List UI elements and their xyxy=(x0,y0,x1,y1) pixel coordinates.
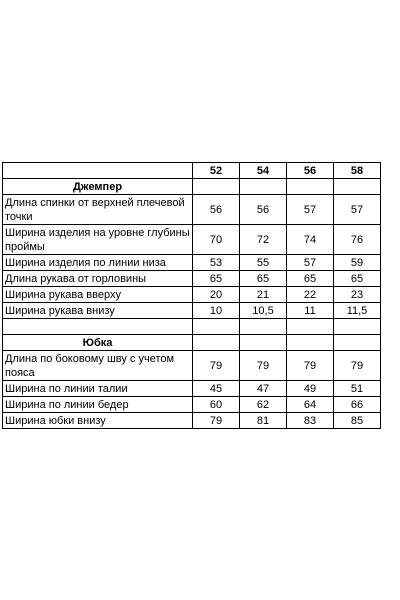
empty-cell xyxy=(334,335,381,351)
measurement-value: 59 xyxy=(334,255,381,271)
empty-cell xyxy=(193,335,240,351)
measurement-label: Длина рукава от горловины xyxy=(3,271,193,287)
empty-cell xyxy=(193,319,240,335)
measurement-value: 74 xyxy=(287,225,334,255)
empty-cell xyxy=(240,319,287,335)
measurement-row xyxy=(3,397,381,413)
measurement-value: 20 xyxy=(193,287,240,303)
empty-cell xyxy=(334,319,381,335)
measurement-label: Ширина по линии бедер xyxy=(3,397,193,413)
size-header-row xyxy=(3,163,381,179)
measurement-value: 10,5 xyxy=(240,303,287,319)
measurement-value: 79 xyxy=(240,351,287,381)
measurement-row xyxy=(3,225,381,255)
measurement-label: Ширина юбки внизу xyxy=(3,413,193,429)
measurement-label: Длина по боковому шву с учетом пояса xyxy=(3,351,193,381)
measurement-value: 65 xyxy=(240,271,287,287)
empty-cell xyxy=(287,179,334,195)
size-header-cell: 52 xyxy=(193,163,240,179)
size-chart-table xyxy=(2,162,381,429)
measurement-row xyxy=(3,271,381,287)
empty-cell xyxy=(193,179,240,195)
measurement-value: 49 xyxy=(287,381,334,397)
measurement-row xyxy=(3,287,381,303)
measurement-value: 64 xyxy=(287,397,334,413)
empty-cell xyxy=(334,179,381,195)
measurement-value: 65 xyxy=(334,271,381,287)
section-title-jumper: Джемпер xyxy=(3,179,193,195)
measurement-value: 70 xyxy=(193,225,240,255)
measurement-value: 51 xyxy=(334,381,381,397)
header-blank-cell xyxy=(3,163,193,179)
section-title-skirt: Юбка xyxy=(3,335,193,351)
measurement-value: 81 xyxy=(240,413,287,429)
measurement-value: 76 xyxy=(334,225,381,255)
measurement-value: 56 xyxy=(240,195,287,225)
size-header-cell: 54 xyxy=(240,163,287,179)
measurement-value: 56 xyxy=(193,195,240,225)
measurement-value: 21 xyxy=(240,287,287,303)
measurement-value: 72 xyxy=(240,225,287,255)
measurement-value: 11 xyxy=(287,303,334,319)
measurement-value: 79 xyxy=(334,351,381,381)
empty-cell xyxy=(287,335,334,351)
measurement-value: 23 xyxy=(334,287,381,303)
measurement-value: 60 xyxy=(193,397,240,413)
measurement-row xyxy=(3,195,381,225)
measurement-label: Ширина изделия по линии низа xyxy=(3,255,193,271)
empty-cell xyxy=(3,319,193,335)
measurement-row xyxy=(3,381,381,397)
measurement-value: 55 xyxy=(240,255,287,271)
measurement-value: 79 xyxy=(193,351,240,381)
size-header-cell: 56 xyxy=(287,163,334,179)
empty-cell xyxy=(240,335,287,351)
size-header-cell: 58 xyxy=(334,163,381,179)
measurement-value: 10 xyxy=(193,303,240,319)
measurement-value: 57 xyxy=(334,195,381,225)
measurement-value: 62 xyxy=(240,397,287,413)
measurement-value: 57 xyxy=(287,255,334,271)
section-title-row xyxy=(3,179,381,195)
measurement-value: 85 xyxy=(334,413,381,429)
measurement-row xyxy=(3,255,381,271)
empty-cell xyxy=(240,179,287,195)
measurement-row xyxy=(3,351,381,381)
measurement-value: 79 xyxy=(287,351,334,381)
measurement-value: 11,5 xyxy=(334,303,381,319)
measurement-value: 45 xyxy=(193,381,240,397)
section-title-row xyxy=(3,335,381,351)
measurement-row xyxy=(3,413,381,429)
measurement-value: 65 xyxy=(287,271,334,287)
measurement-label: Ширина по линии талии xyxy=(3,381,193,397)
measurement-value: 83 xyxy=(287,413,334,429)
measurement-value: 66 xyxy=(334,397,381,413)
spacer-row xyxy=(3,319,381,335)
measurement-label: Ширина изделия на уровне глубины проймы xyxy=(3,225,193,255)
measurement-value: 22 xyxy=(287,287,334,303)
empty-cell xyxy=(287,319,334,335)
measurement-value: 79 xyxy=(193,413,240,429)
measurement-label: Ширина рукава вверху xyxy=(3,287,193,303)
measurement-label: Длина спинки от верхней плечевой точки xyxy=(3,195,193,225)
measurement-value: 53 xyxy=(193,255,240,271)
measurement-value: 65 xyxy=(193,271,240,287)
measurement-row xyxy=(3,303,381,319)
measurement-value: 57 xyxy=(287,195,334,225)
measurement-label: Ширина рукава внизу xyxy=(3,303,193,319)
measurement-value: 47 xyxy=(240,381,287,397)
